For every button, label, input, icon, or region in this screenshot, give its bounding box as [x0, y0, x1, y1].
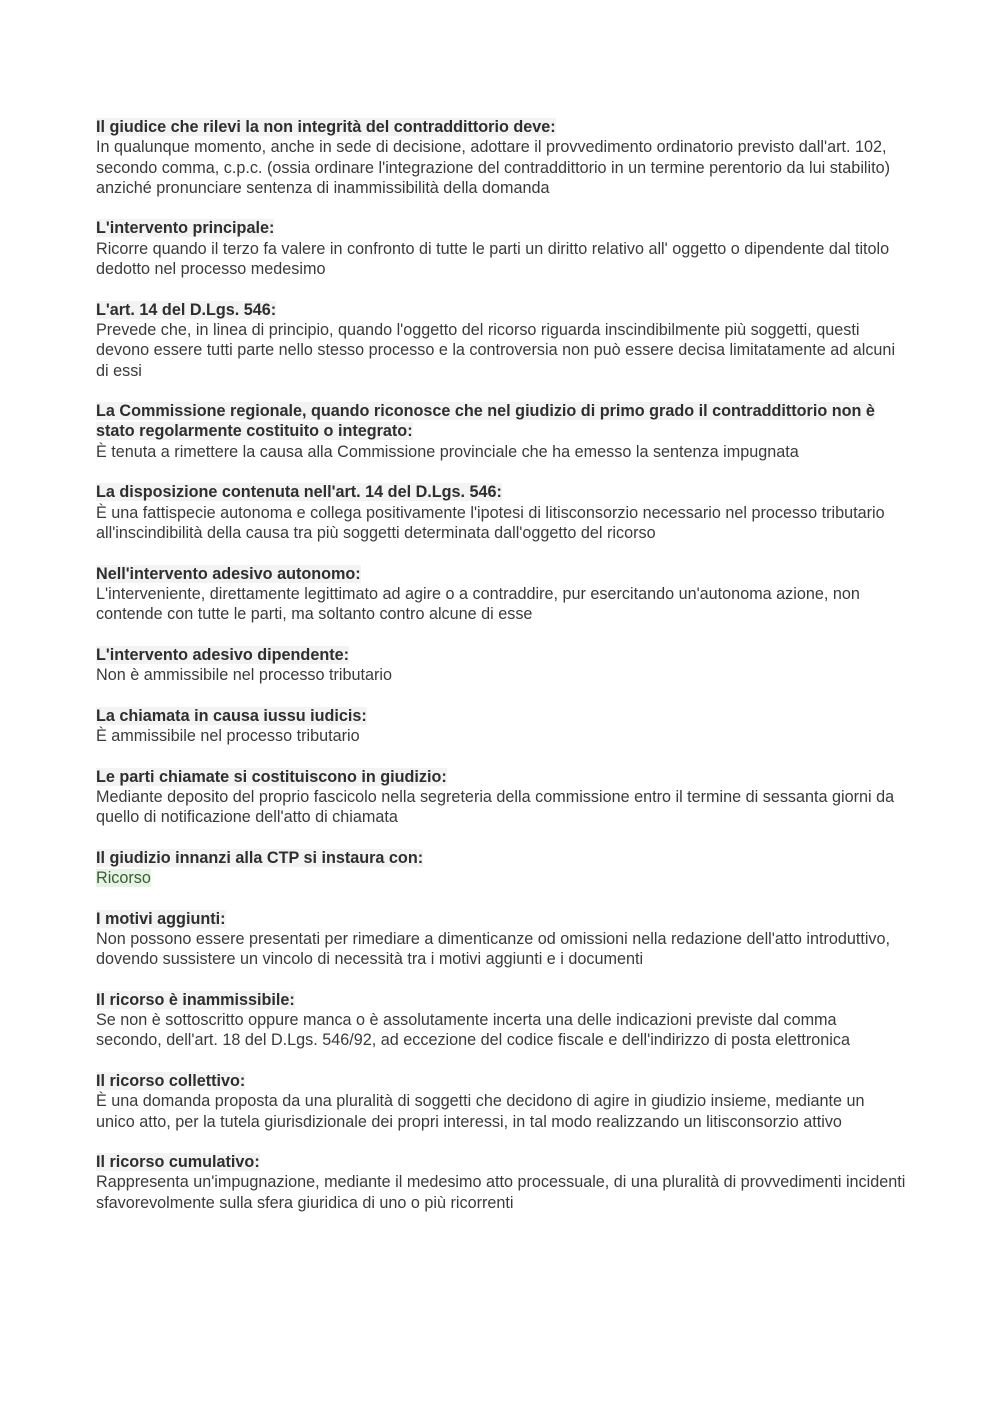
question-heading: Il giudice che rilevi la non integrità del contraddittorio deve: [96, 118, 556, 136]
qa-entry [96, 117, 906, 198]
qa-entry [96, 909, 906, 970]
answer-text: È ammissibile nel processo tributario [96, 726, 360, 745]
answer-text: È tenuta a rimettere la causa alla Commissione provinciale che ha emesso la sentenza impugnata [96, 442, 799, 461]
question-heading: L'intervento adesivo dipendente: [96, 645, 349, 664]
answer-text: Non possono essere presentati per rimediare a dimenticanze od omissioni nella redazione dell'atto introduttivo, dovendo sussistere un vincolo di necessità tra i motivi aggiunti e i documenti [96, 929, 891, 969]
question-heading: L'intervento principale: [96, 219, 275, 238]
answer-text: L'interveniente, direttamente legittimato ad agire o a contraddire, pur esercitando un'autonoma azione, non contende con tutte le parti, ma soltanto contro alcune di esse [96, 584, 860, 624]
answer-text: Mediante deposito del proprio fascicolo nella segreteria della commissione entro il termine di sessanta giorni da quello di notificazione dell'atto di chiamata [96, 787, 895, 827]
question-heading: La disposizione contenuta nell'art. 14 del D.Lgs. 546: [96, 483, 502, 502]
qa-entry [96, 1071, 906, 1132]
question-heading: I motivi aggiunti: [96, 909, 226, 928]
question-heading: Il giudizio innanzi alla CTP si instaura con: [96, 848, 424, 867]
qa-entry [96, 482, 906, 543]
question-heading: La Commissione regionale, quando riconosce che nel giudizio di primo grado il contraddittorio non è stato regolarmente costituito o integrato: [96, 402, 875, 441]
answer-text: Se non è sottoscritto oppure manca o è assolutamente incerta una delle indicazioni previste dal comma secondo, dell'art. 18 del D.Lgs. 546/92, ad eccezione del codice fiscale e dell'indirizzo di posta elettronica [96, 1011, 850, 1050]
qa-entry [96, 990, 906, 1051]
question-heading: Le parti chiamate si costituiscono in giudizio: [96, 767, 447, 786]
qa-entry [96, 401, 906, 462]
answer-text: In qualunque momento, anche in sede di decisione, adottare il provvedimento ordinatorio previsto dall'art. 102, secondo comma, c.p.c. (ossia ordinare l'integrazione del contraddittorio in un termine perentorio da lui stabilito) anziché pronunciare sentenza di inammissibilità della domanda [96, 138, 890, 197]
qa-entry [96, 218, 906, 279]
answer-text: È una fattispecie autonoma e collega positivamente l'ipotesi di litisconsorzio necessario nel processo tributario all'inscindibilità della causa tra più soggetti determinata dall'oggetto del ricorso [96, 503, 885, 542]
answer-text-highlighted: Ricorso [96, 868, 151, 887]
answer-text: Non è ammissibile nel processo tributario [96, 666, 392, 685]
document-page [96, 117, 906, 1233]
question-heading: L'art. 14 del D.Lgs. 546: [96, 300, 277, 319]
question-heading: Il ricorso collettivo: [96, 1071, 246, 1090]
question-heading: Il ricorso cumulativo: [96, 1153, 260, 1172]
qa-entry [96, 645, 906, 686]
question-heading: La chiamata in causa iussu iudicis: [96, 706, 367, 725]
answer-text: Prevede che, in linea di principio, quando l'oggetto del ricorso riguarda inscindibilmente più soggetti, questi devono essere tutti parte nello stesso processo e la controversia non può essere decisa limitatamente ad alcuni di essi [96, 320, 896, 380]
answer-text: È una domanda proposta da una pluralità di soggetti che decidono di agire in giudizio insieme, mediante un unico atto, per la tutela giurisdizionale dei propri interessi, in tal modo realizzando un litisconsorzio attivo [96, 1092, 865, 1131]
question-heading: Il ricorso è inammissibile: [96, 990, 295, 1009]
answer-text: Ricorre quando il terzo fa valere in confronto di tutte le parti un diritto relativo all' oggetto o dipendente dal titolo dedotto nel processo medesimo [96, 239, 890, 279]
qa-entry [96, 767, 906, 828]
qa-entry [96, 706, 906, 747]
qa-entry [96, 1152, 906, 1213]
question-heading: Nell'intervento adesivo autonomo: [96, 564, 361, 583]
qa-entry [96, 564, 906, 625]
qa-entry [96, 848, 906, 889]
answer-text: Rappresenta un'impugnazione, mediante il medesimo atto processuale, di una pluralità di provvedimenti incidenti sfavorevolmente sulla sfera giuridica di uno o più ricorrenti [96, 1173, 906, 1212]
qa-entry [96, 300, 906, 381]
